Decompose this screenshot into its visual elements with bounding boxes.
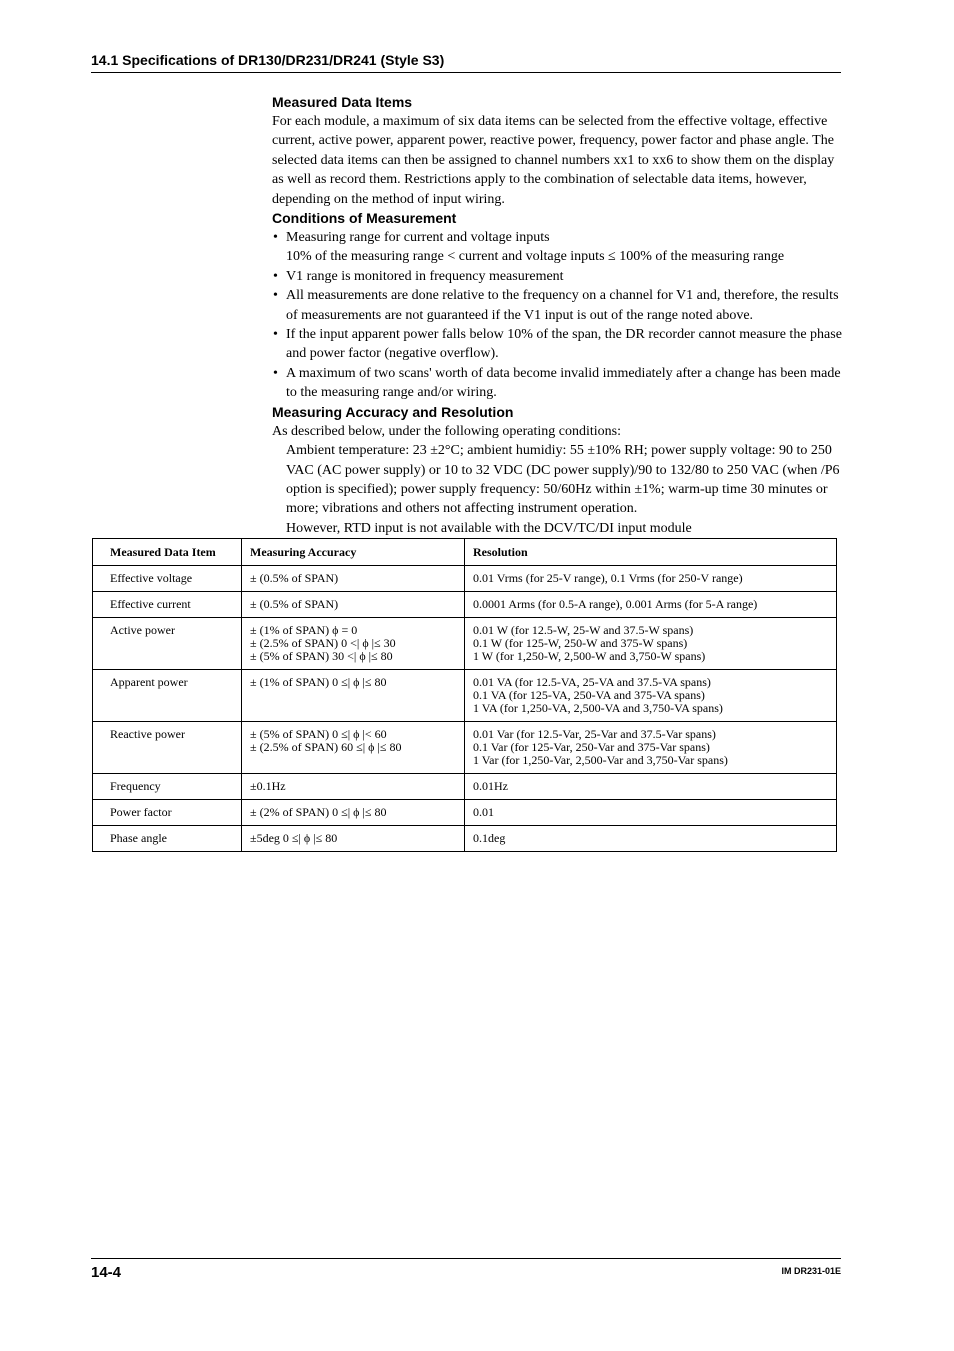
column-header-resolution: Resolution	[465, 539, 837, 566]
resolution-line: 0.01 W (for 12.5-W, 25-W and 37.5-W spans)	[473, 623, 694, 637]
cell-item: Phase angle	[93, 826, 242, 852]
section-heading-measured-data-items: Measured Data Items	[272, 94, 413, 110]
table-row	[93, 592, 837, 618]
list-item	[272, 286, 842, 325]
cell-item: Frequency	[93, 774, 242, 800]
accuracy-line: ± (5% of SPAN) 0 ≤| ϕ |< 60	[250, 727, 387, 741]
cell-item: Active power	[93, 618, 242, 670]
table-row	[93, 774, 837, 800]
cell-resolution	[465, 618, 837, 670]
section-heading-conditions: Conditions of Measurement	[272, 210, 457, 227]
page-header: 14.1 Specifications of DR130/DR231/DR241 (Style S3)	[91, 52, 841, 73]
accuracy-line: ± (0.5% of SPAN)	[250, 597, 339, 611]
table-body	[93, 566, 837, 852]
cell-resolution	[465, 670, 837, 722]
table-row	[93, 566, 837, 592]
cell-accuracy	[242, 800, 465, 826]
column-header-accuracy: Measuring Accuracy	[242, 539, 465, 566]
resolution-line: 0.01Hz	[473, 779, 508, 793]
cell-accuracy	[242, 592, 465, 618]
list-item-text: If the input apparent power falls below 10% of the span, the DR recorder cannot measure the phase and power factor (negative overflow).	[286, 327, 842, 362]
table-row	[93, 618, 837, 670]
accuracy-line: ± (2.5% of SPAN) 60 ≤| ϕ |≤ 80	[250, 740, 402, 754]
list-item-subtext: 10% of the measuring range < current and voltage inputs ≤ 100% of the measuring range	[286, 249, 785, 265]
main-content	[272, 93, 842, 538]
cell-accuracy	[242, 774, 465, 800]
cell-item: Apparent power	[93, 670, 242, 722]
cell-resolution	[465, 800, 837, 826]
accuracy-intro: As described below, under the following operating conditions:	[272, 423, 622, 439]
list-item	[272, 228, 842, 267]
accuracy-line: ±5deg 0 ≤| ϕ |≤ 80	[250, 831, 338, 845]
accuracy-note: However, RTD input is not available with the DCV/TC/DI input module	[286, 520, 692, 536]
accuracy-conditions: Ambient temperature: 23 ±2°C; ambient humidiy: 55 ±10% RH; power supply voltage: 90 to 250 VAC (AC power supply) or 10 to 32 VDC (DC power supply)/90 to 132/80 to 250 VAC (when /P6 option is specified); power supply frequency: 50/60Hz within ±1%; warm-up time 30 minutes or more; vibrations and others not affecting instrument operation.	[286, 443, 840, 517]
cell-accuracy	[242, 826, 465, 852]
resolution-line: 0.1deg	[473, 831, 506, 845]
cell-resolution	[465, 826, 837, 852]
cell-resolution	[465, 592, 837, 618]
cell-resolution	[465, 566, 837, 592]
resolution-line: 1 Var (for 1,250-Var, 2,500-Var and 3,750-Var spans)	[473, 753, 728, 767]
accuracy-line: ± (5% of SPAN) 30 <| ϕ |≤ 80	[250, 649, 393, 663]
resolution-line: 0.1 Var (for 125-Var, 250-Var and 375-Var spans)	[473, 740, 710, 754]
cell-accuracy	[242, 618, 465, 670]
cell-item: Reactive power	[93, 722, 242, 774]
accuracy-line: ± (2.5% of SPAN) 0 <| ϕ |≤ 30	[250, 636, 396, 650]
accuracy-line: ± (1% of SPAN) ϕ = 0	[250, 623, 358, 637]
cell-item: Effective voltage	[93, 566, 242, 592]
cell-accuracy	[242, 566, 465, 592]
table-row	[93, 670, 837, 722]
table-header-row	[93, 539, 837, 566]
cell-accuracy	[242, 722, 465, 774]
list-item-text: All measurements are done relative to the frequency on a channel for V1 and, therefore, the results of measurements are not guaranteed if the V1 input is out of the range noted above.	[286, 288, 839, 323]
table-row	[93, 722, 837, 774]
cell-resolution	[465, 774, 837, 800]
table-row	[93, 800, 837, 826]
page-number: 14-4	[91, 1264, 122, 1281]
measured-data-items-body: For each module, a maximum of six data items can be selected from the effective voltage, effective current, active power, apparent power, reactive power, frequency, power factor and phase angle. The selected data items can then be assigned to channel numbers xx1 to xx6 to show them on the display as well as record them. Restrictions apply to the combination of selectable data items, however, depending on the method of input wiring.	[272, 114, 835, 207]
accuracy-line: ± (0.5% of SPAN)	[250, 571, 339, 585]
list-item-text: Measuring range for current and voltage inputs	[286, 230, 550, 246]
resolution-line: 1 VA (for 1,250-VA, 2,500-VA and 3,750-VA spans)	[473, 701, 723, 715]
accuracy-line: ± (2% of SPAN) 0 ≤| ϕ |≤ 80	[250, 805, 387, 819]
conditions-list	[272, 228, 842, 403]
list-item-text: A maximum of two scans' worth of data become invalid immediately after a change has been made to the measuring range and/or wiring.	[286, 365, 841, 401]
cell-accuracy	[242, 670, 465, 722]
resolution-line: 0.01 Var (for 12.5-Var, 25-Var and 37.5-Var spans)	[473, 727, 716, 741]
list-item	[272, 267, 842, 286]
list-item	[272, 364, 842, 403]
resolution-line: 0.01 Vrms (for 25-V range), 0.1 Vrms (for 250-V range)	[473, 571, 743, 585]
resolution-line: 1 W (for 1,250-W, 2,500-W and 3,750-W spans)	[473, 649, 706, 663]
list-item	[272, 325, 842, 364]
table-row	[93, 826, 837, 852]
footer-divider	[91, 1258, 841, 1259]
resolution-line: 0.1 VA (for 125-VA, 250-VA and 375-VA spans)	[473, 688, 705, 702]
accuracy-line: ±0.1Hz	[250, 779, 286, 793]
accuracy-line: ± (1% of SPAN) 0 ≤| ϕ |≤ 80	[250, 675, 387, 689]
spec-table	[92, 538, 837, 852]
resolution-line: 0.01	[473, 805, 494, 819]
resolution-line: 0.1 W (for 125-W, 250-W and 375-W spans)	[473, 636, 688, 650]
column-header-item: Measured Data Item	[93, 539, 242, 566]
list-item-text: V1 range is monitored in frequency measurement	[286, 268, 564, 284]
section-heading-accuracy: Measuring Accuracy and Resolution	[272, 403, 514, 420]
cell-resolution	[465, 722, 837, 774]
document-id: IM DR231-01E	[781, 1266, 841, 1276]
resolution-line: 0.0001 Arms (for 0.5-A range), 0.001 Arms (for 5-A range)	[473, 597, 758, 611]
resolution-line: 0.01 VA (for 12.5-VA, 25-VA and 37.5-VA spans)	[473, 675, 711, 689]
cell-item: Effective current	[93, 592, 242, 618]
cell-item: Power factor	[93, 800, 242, 826]
